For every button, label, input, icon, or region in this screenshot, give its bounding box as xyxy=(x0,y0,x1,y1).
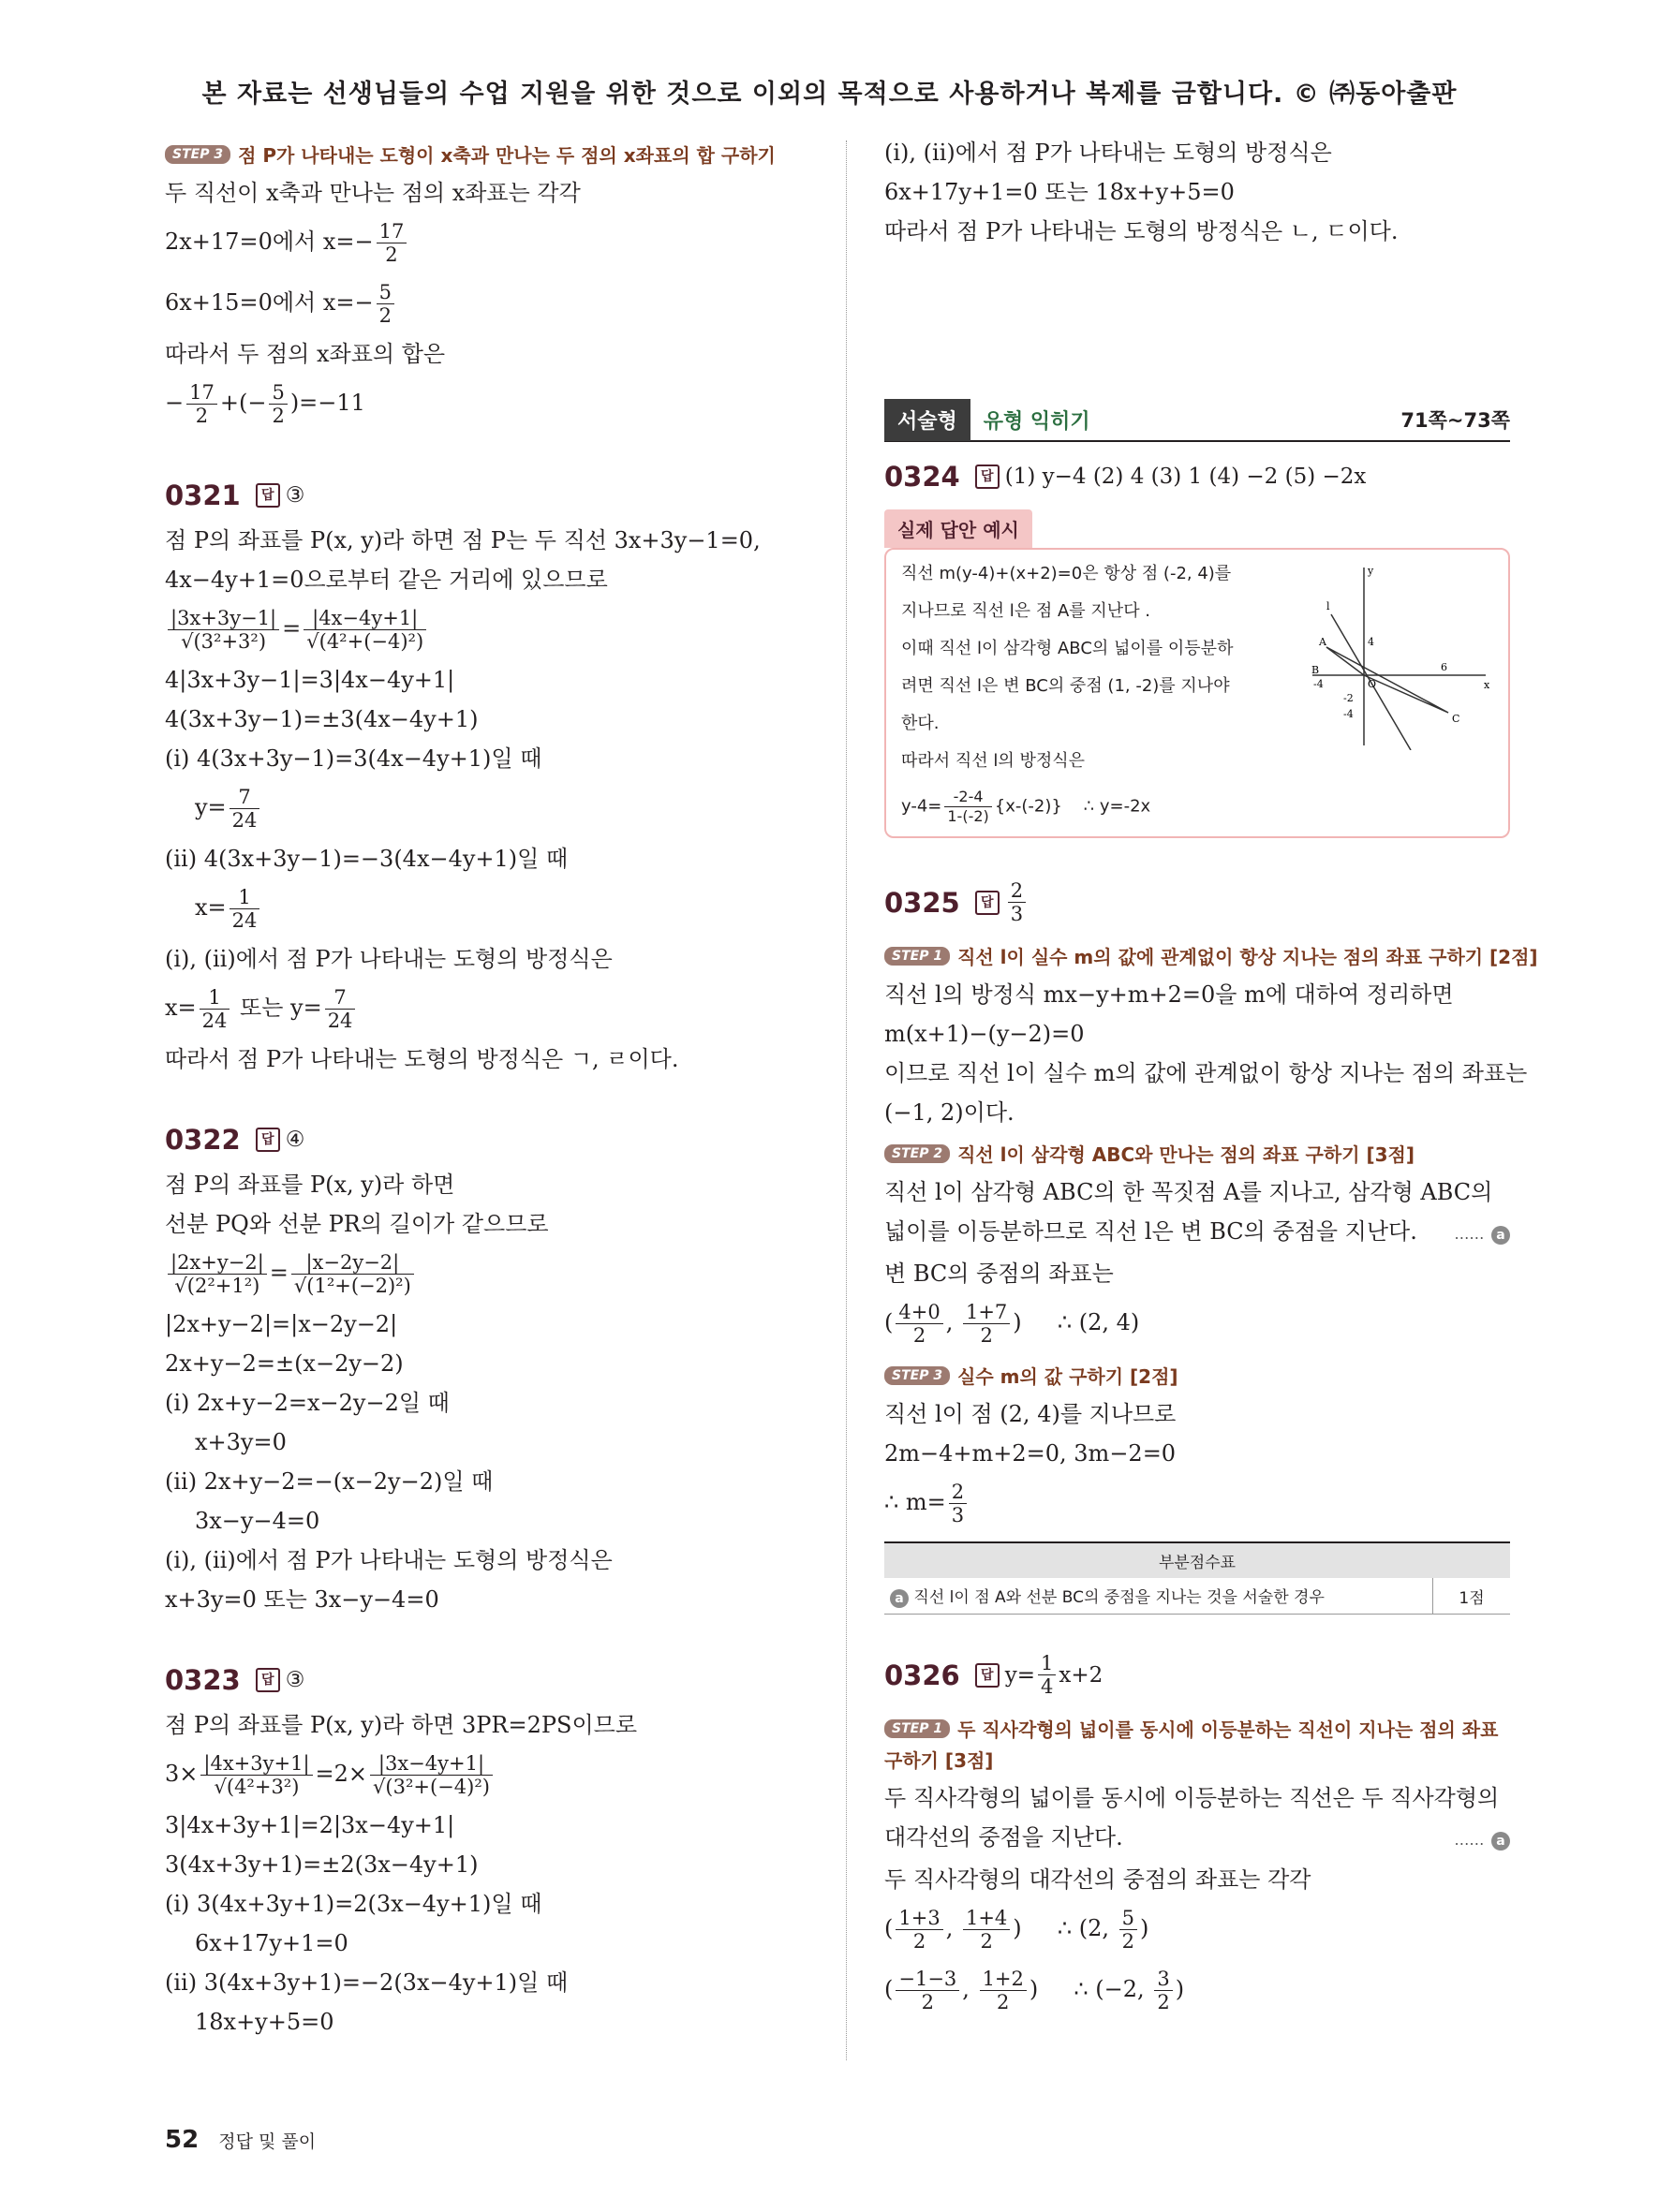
coordinate-graph xyxy=(1308,563,1495,750)
answer-icon: 답 xyxy=(256,1128,280,1152)
answer-icon: 답 xyxy=(975,1663,1000,1688)
right-column xyxy=(884,140,1538,2028)
equation: 3|4x+3y+1|=2|3x−4y+1| xyxy=(165,1812,455,1838)
mark-a-icon: a xyxy=(890,1589,909,1608)
handwritten-line: 한다. xyxy=(901,714,940,733)
label-x: x xyxy=(1484,679,1490,691)
answer-icon: 답 xyxy=(256,1668,280,1692)
problem-0323-heading: 0323 답 ③ xyxy=(165,1664,305,1696)
text-line: (ⅰ), (ⅱ)에서 점 P가 나타내는 도형의 방정식은 xyxy=(165,1547,613,1573)
text-line: 두 직사각형의 대각선의 중점의 좌표는 각각 xyxy=(884,1866,1311,1893)
text-line: (ⅰ), (ⅱ)에서 점 P가 나타내는 도형의 방정식은 xyxy=(165,946,613,972)
step1-heading: STEP 1 직선 l이 실수 m의 값에 관계없이 항상 지나는 점의 좌표 구하기 [2점] xyxy=(884,942,1510,969)
equation: 6x+17y+1=0 또는 18x+y+5=0 xyxy=(884,179,1235,205)
tick-6: 6 xyxy=(1441,661,1447,673)
text-line: 점 P의 좌표를 P(x, y)라 하면 점 P는 두 직선 3x+3y−1=0, xyxy=(165,527,761,553)
section-title: 유형 익히기 xyxy=(983,409,1090,434)
label-l: l xyxy=(1326,600,1330,612)
text-line: 선분 PQ와 선분 PR의 길이가 같으므로 xyxy=(165,1211,549,1237)
partial-score-table xyxy=(884,1541,1510,1615)
step2-heading: STEP 2 직선 l이 삼각형 ABC와 만나는 점의 좌표 구하기 [3점] xyxy=(884,1140,1510,1167)
tick-minus4-x: -4 xyxy=(1313,678,1324,690)
score-row-points: 1점 xyxy=(1433,1578,1511,1615)
equation: x+3y=0 또는 3x−y−4=0 xyxy=(165,1586,439,1613)
equation: 3× $\frac{|4x+3y+1|}{\text{√(4²+3²)}}$ =2× $\frac{|3x-4y+1|}{\text{√(3²+(−4)²)}}$ xyxy=(165,1752,802,1798)
text-line: 대각선의 중점을 지난다. …… a xyxy=(884,1825,1510,1852)
equation: ( $\frac{1+3}{2}$ , $\frac{1+4}{2}$ ) ∴ (2, $\frac{5}{2}$ ) xyxy=(884,1907,1149,1953)
tick-minus2: -2 xyxy=(1343,692,1354,704)
equation: 3x−y−4=0 xyxy=(195,1508,320,1534)
equation: ( $\frac{-1-3}{2}$ , $\frac{1+2}{2}$ ) ∴ (−2, $\frac{3}{2}$ ) xyxy=(884,1968,1185,2013)
text-line: (−1, 2)이다. xyxy=(884,1099,1015,1126)
equation: |2x+y−2|=|x−2y−2| xyxy=(165,1311,398,1337)
mark-a-icon: a xyxy=(1491,1832,1510,1851)
example-answer-box xyxy=(884,548,1510,838)
text-line: 직선 l이 삼각형 ABC의 한 꼭짓점 A를 지나고, 삼각형 ABC의 xyxy=(884,1179,1493,1205)
text-line: 이므로 직선 l이 실수 m의 값에 관계없이 항상 지나는 점의 좌표는 xyxy=(884,1060,1528,1086)
equation: x= $\frac{1}{24}$ xyxy=(165,886,802,932)
equation: 2x+y−2=±(x−2y−2) xyxy=(165,1350,404,1377)
text-line: 직선 l이 점 (2, 4)를 지나므로 xyxy=(884,1401,1177,1427)
equation: $\frac{|2x+y-2|}{\text{√(2²+1²)}}$ = $\frac{|x-2y-2|}{\text{√(1²+(−2)²)}}$ xyxy=(165,1251,802,1297)
text-line: (ⅱ) 4(3x+3y−1)=−3(4x−4y+1)일 때 xyxy=(165,846,569,872)
label-origin: O xyxy=(1368,678,1377,690)
equation: m(x+1)−(y−2)=0 xyxy=(884,1021,1085,1047)
text-line: 두 직선이 x축과 만나는 점의 x좌표는 각각 xyxy=(165,180,581,206)
equation: x= $\frac{1}{24}$ 또는 y= $\frac{7}{24}$ xyxy=(165,986,802,1032)
text-line: (ⅰ) 4(3x+3y−1)=3(4x−4y+1)일 때 xyxy=(165,745,542,772)
copyright-notice: 본 자료는 선생님들의 수업 지원을 위한 것으로 이외의 목적으로 사용하거나 복제를 금합니다. © ㈜동아출판 xyxy=(201,80,1458,109)
text-line: 따라서 점 P가 나타내는 도형의 방정식은 ㄴ, ㄷ이다. xyxy=(884,218,1399,244)
label-y: y xyxy=(1368,565,1374,577)
footer-title: 정답 및 풀이 xyxy=(218,2131,317,2152)
equation: 2x+17=0에서 x=− $\frac{17}{2}$ xyxy=(165,220,802,266)
handwritten-line: y-4= $\frac{-2-4}{1-(-2)}$ {x-(-2)} ∴ y=-2x xyxy=(901,788,1151,825)
handwritten-line: 려면 직선 l은 변 BC의 중점 (1, -2)를 지나야 xyxy=(901,676,1230,696)
problem-0324-heading: 0324 답 (1) y−4 (2) 4 (3) 1 (4) −2 (5) −2x xyxy=(884,461,1367,493)
text-line: (ⅱ) 3(4x+3y+1)=−2(3x−4y+1)일 때 xyxy=(165,1969,569,1996)
equation: 2m−4+m+2=0, 3m−2=0 xyxy=(884,1440,1177,1467)
text-line: (ⅱ) 2x+y−2=−(x−2y−2)일 때 xyxy=(165,1468,494,1495)
equation: − $\frac{17}{2}$ +(− $\frac{5}{2}$ )=−11 xyxy=(165,381,365,427)
equation: 4(3x+3y−1)=±3(4x−4y+1) xyxy=(165,706,479,732)
label-a: A xyxy=(1319,636,1326,648)
answer-icon: 답 xyxy=(975,465,1000,489)
example-label: 실제 답안 예시 xyxy=(884,509,1032,548)
handwritten-line: 지나므로 직선 l은 점 A를 지난다 . xyxy=(901,601,1151,621)
problem-0322-heading: 0322 답 ④ xyxy=(165,1124,305,1156)
step3-heading-right: STEP 3 실수 m의 값 구하기 [2점] xyxy=(884,1362,1510,1389)
page-number: 52 xyxy=(165,2126,200,2154)
equation: x+3y=0 xyxy=(195,1429,287,1455)
equation: 6x+15=0에서 x=− $\frac{5}{2}$ xyxy=(165,281,802,327)
step1-heading-0326: STEP 1 두 직사각형의 넓이를 동시에 이등분하는 직선이 지나는 점의 좌표 xyxy=(884,1715,1510,1742)
text-line: 넓이를 이등분하므로 직선 l은 변 BC의 중점을 지난다. …… a xyxy=(884,1219,1510,1246)
equation: 4|3x+3y−1|=3|4x−4y+1| xyxy=(165,667,455,693)
equation: 3(4x+3y+1)=±2(3x−4y+1) xyxy=(165,1851,479,1878)
text-line: (ⅰ) 3(4x+3y+1)=2(3x−4y+1)일 때 xyxy=(165,1891,542,1917)
column-divider xyxy=(846,140,847,2060)
score-table-header: 부분점수표 xyxy=(884,1542,1510,1578)
text-line: 점 P의 좌표를 P(x, y)라 하면 xyxy=(165,1172,455,1198)
text-line: 직선 l의 방정식 mx−y+m+2=0을 m에 대하여 정리하면 xyxy=(884,981,1454,1008)
equation: y= $\frac{7}{24}$ xyxy=(165,786,802,832)
score-row-text: a 직선 l이 점 A와 선분 BC의 중점을 지나는 것을 서술한 경우 xyxy=(884,1578,1433,1615)
step3-heading: STEP 3 점 P가 나타내는 도형이 x축과 만나는 두 점의 x좌표의 합 구하기 xyxy=(165,140,802,168)
equation: $\frac{|3x+3y-1|}{\text{√(3²+3²)}}$ = $\frac{|4x-4y+1|}{\text{√(4²+(−4)²)}}$ xyxy=(165,607,802,653)
step1-heading-cont: 구하기 [3점] xyxy=(884,1749,994,1772)
text-line: 두 직사각형의 넓이를 동시에 이등분하는 직선은 두 직사각형의 xyxy=(884,1785,1500,1811)
equation: 18x+y+5=0 xyxy=(195,2009,334,2035)
text-line: 4x−4y+1=0으로부터 같은 거리에 있으므로 xyxy=(165,567,608,593)
handwritten-line: 따라서 직선 l의 방정식은 xyxy=(901,751,1086,771)
answer-icon: 답 xyxy=(975,891,1000,915)
handwritten-line: 이때 직선 l이 삼각형 ABC의 넓이를 이등분하 xyxy=(901,639,1234,658)
mark-a-icon: a xyxy=(1491,1226,1510,1245)
text-line: (ⅰ), (ⅱ)에서 점 P가 나타내는 도형의 방정식은 xyxy=(884,140,1332,166)
equation: 6x+17y+1=0 xyxy=(195,1930,348,1956)
handwritten-line: 직선 m(y-4)+(x+2)=0은 항상 점 (-2, 4)를 xyxy=(901,564,1232,583)
problem-0326-heading: 0326 답 y= $\frac{1}{4}$ x+2 xyxy=(884,1652,1104,1698)
label-c: C xyxy=(1452,713,1460,725)
answer-icon: 답 xyxy=(256,483,280,508)
problem-0321-heading: 0321 답 ③ xyxy=(165,479,305,511)
tick-4: 4 xyxy=(1368,636,1374,648)
section-pages: 71쪽~73쪽 xyxy=(1400,409,1510,432)
left-column xyxy=(165,140,802,2049)
text-line: 따라서 두 점의 x좌표의 합은 xyxy=(165,341,446,367)
section-tag: 서술형 xyxy=(884,399,970,441)
equation: ∴ m= $\frac{2}{3}$ xyxy=(884,1481,1510,1526)
page-footer xyxy=(165,2126,316,2154)
section-header xyxy=(884,399,1510,442)
equation: ( $\frac{4+0}{2}$ , $\frac{1+7}{2}$ ) ∴ (2, 4) xyxy=(884,1301,1140,1347)
text-line: 변 BC의 중점의 좌표는 xyxy=(884,1261,1114,1287)
text-line: 따라서 점 P가 나타내는 도형의 방정식은 ㄱ, ㄹ이다. xyxy=(165,1046,679,1072)
label-b: B xyxy=(1311,664,1320,676)
problem-0325-heading: 0325 답 $\frac{2}{3}$ xyxy=(884,879,1510,925)
text-line: 점 P의 좌표를 P(x, y)라 하면 3PR=2PS이므로 xyxy=(165,1712,637,1738)
text-line: (ⅰ) 2x+y−2=x−2y−2일 때 xyxy=(165,1390,450,1416)
tick-minus4-y: -4 xyxy=(1343,708,1354,720)
